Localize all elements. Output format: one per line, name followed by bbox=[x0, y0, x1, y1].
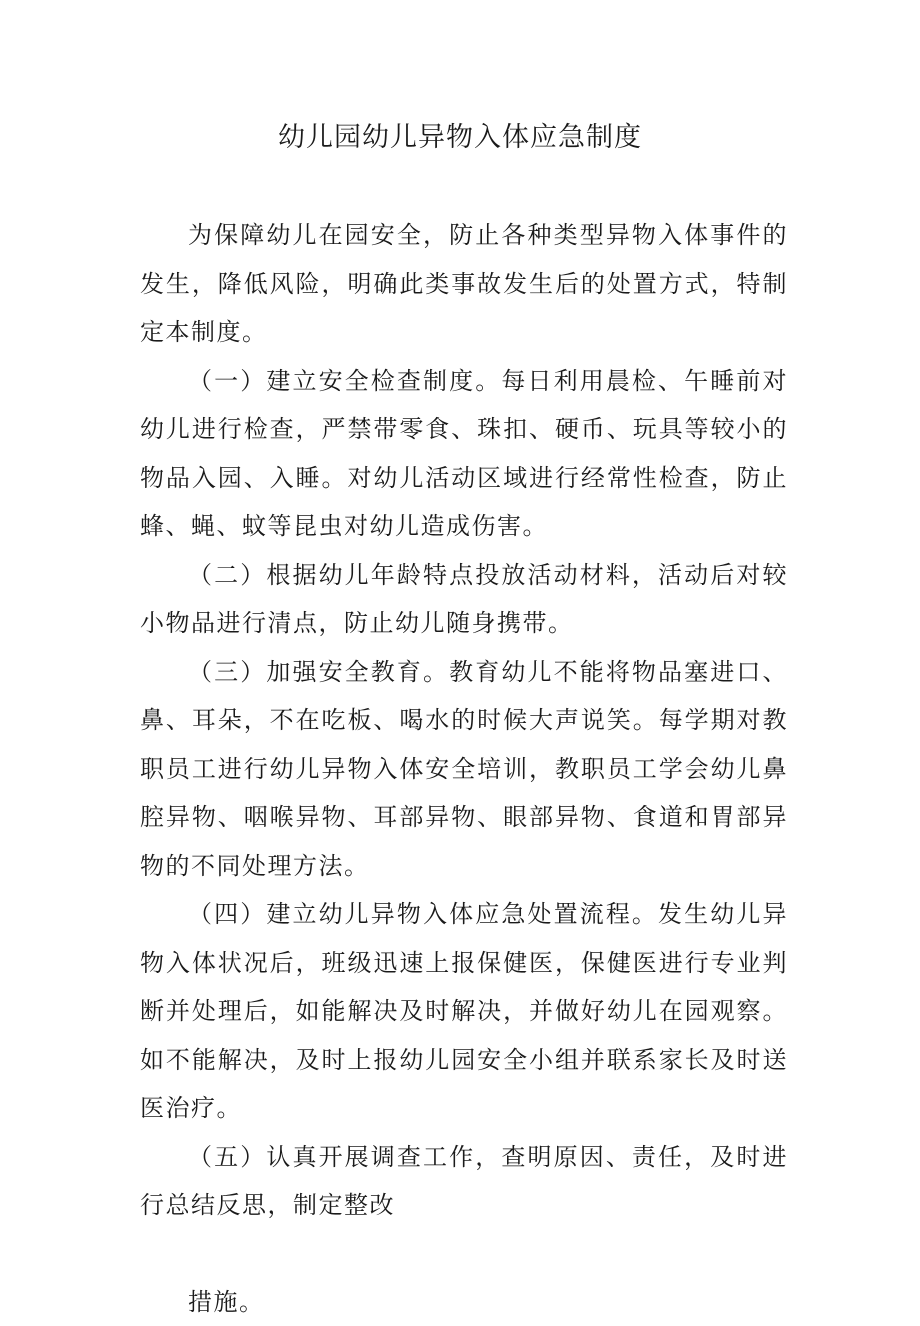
paragraph-item-5: （五）认真开展调查工作，查明原因、责任，及时进行总结反思，制定整改 bbox=[140, 1133, 788, 1230]
paragraph-item-1: （一）建立安全检查制度。每日利用晨检、午睡前对幼儿进行检查，严禁带零食、珠扣、硬币、玩具等较小的物品入园、入睡。对幼儿活动区域进行经常性检查，防止蜂、蝇、蚊等昆虫对幼儿造成伤害。 bbox=[140, 357, 788, 551]
paragraph-item-2: （二）根据幼儿年龄特点投放活动材料，活动后对较小物品进行清点，防止幼儿随身携带。 bbox=[140, 551, 788, 648]
document-title: 幼儿园幼儿异物入体应急制度 bbox=[0, 118, 920, 158]
paragraph-item-4: （四）建立幼儿异物入体应急处置流程。发生幼儿异物入体状况后，班级迅速上报保健医，保健医进行专业判断并处理后，如能解决及时解决，并做好幼儿在园观察。如不能解决，及时上报幼儿园安全小组并联系家长及时送医治疗。 bbox=[140, 890, 788, 1133]
paragraph-item-3: （三）加强安全教育。教育幼儿不能将物品塞进口、鼻、耳朵，不在吃板、喝水的时候大声说笑。每学期对教职员工进行幼儿异物入体安全培训，教职员工学会幼儿鼻腔异物、咽喉异物、耳部异物、眼部异物、食道和胃部异物的不同处理方法。 bbox=[140, 648, 788, 891]
paragraph-intro: 为保障幼儿在园安全，防止各种类型异物入体事件的发生，降低风险，明确此类事故发生后的处置方式，特制定本制度。 bbox=[140, 211, 788, 357]
document-body bbox=[140, 211, 788, 1326]
paragraph-closing: 措施。 bbox=[140, 1278, 788, 1326]
